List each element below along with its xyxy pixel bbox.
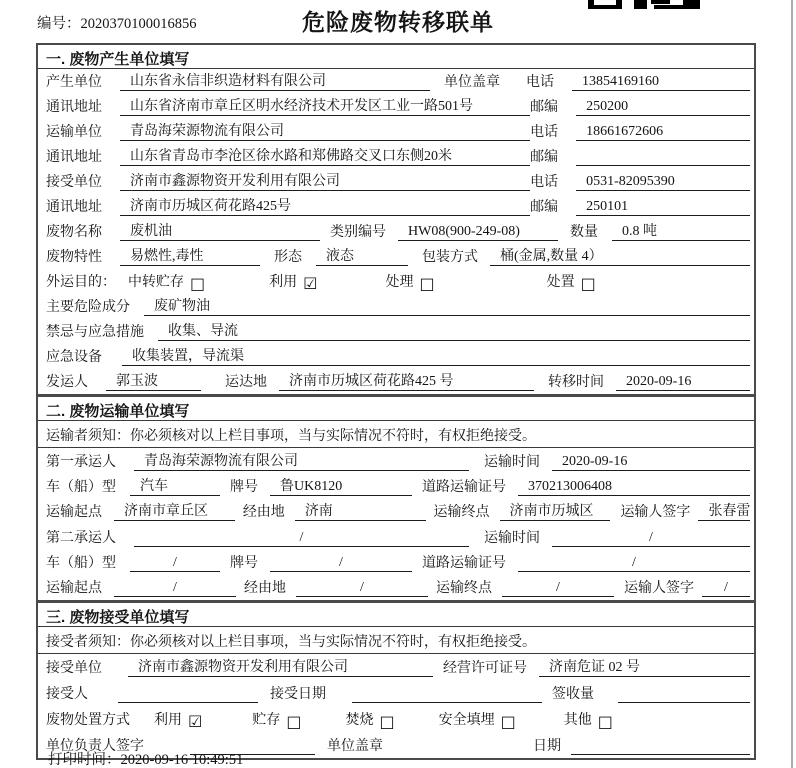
row-transport-purpose: [38, 269, 754, 294]
zip-label: 邮编: [530, 200, 559, 215]
row-acceptor: [38, 680, 754, 706]
received-qty-value: [618, 702, 750, 703]
via-value: /: [296, 580, 428, 597]
phone-label: 电话: [526, 75, 554, 90]
phone-label: 电话: [530, 125, 559, 140]
zip-value: 250101: [576, 199, 750, 216]
form-label: 形态: [274, 250, 302, 265]
address-label: 通讯地址: [46, 200, 102, 215]
row-second-carrier: [38, 524, 754, 550]
vehicle-type-value: /: [130, 555, 220, 572]
characteristic-label: 废物特性: [46, 250, 102, 265]
phone-value: 18661672606: [576, 124, 750, 141]
endpoint-label: 运输终点: [436, 581, 492, 596]
checkbox-label: 处理: [385, 275, 414, 290]
via-label: 经由地: [244, 581, 286, 596]
checkbox-label: 中转贮存: [128, 275, 184, 290]
disposal-option-other: [564, 709, 613, 729]
transport-unit-value: 青岛海荣源物流有限公司: [120, 120, 530, 141]
carrier-sign-value: /: [702, 580, 750, 597]
accept-date-label: 接受日期: [270, 687, 326, 702]
waste-name-value: 废机油: [120, 220, 320, 241]
row-receiver-unit: [38, 169, 754, 194]
address-label: 通讯地址: [46, 150, 102, 165]
category-label: 类别编号: [330, 225, 386, 240]
section-receiver: [36, 602, 756, 760]
print-time-value: 2020-09-16 10:49:51: [120, 752, 244, 768]
equipment-value: 收集装置，导流渠: [122, 345, 750, 366]
receiver-unit-label: 接受单位: [46, 175, 102, 190]
row-receiver-address: [38, 194, 754, 219]
checkbox-label: 焚烧: [345, 713, 374, 728]
quantity-value: 0.8 吨: [612, 220, 750, 241]
row-vehicle-2: [38, 550, 754, 575]
row-route-2: [38, 575, 754, 600]
purpose-option-transfer-storage: [128, 271, 205, 291]
zip-value: [576, 165, 750, 166]
road-license-label: 道路运输证号: [422, 556, 506, 571]
checkbox-label: 安全填埋: [438, 713, 495, 728]
row-first-carrier: [38, 448, 754, 474]
form-value: 液态: [316, 245, 408, 266]
plate-label: 牌号: [230, 556, 258, 571]
notice-text: 接受者须知：你必须核对以上栏目事项，当与实际情况不符时，有权拒绝接受。: [46, 634, 536, 650]
carrier-sign-label: 运输人签字: [620, 505, 691, 520]
endpoint-label: 运输终点: [433, 505, 490, 520]
phone-value: 0531-82095390: [576, 174, 750, 191]
road-license-value: 370213006408: [518, 479, 750, 496]
phone-label: 电话: [530, 175, 559, 190]
serial-number: [37, 12, 197, 33]
first-carrier-value: 青岛海荣源物流有限公司: [134, 450, 469, 471]
checkbox-checked-icon: ☑: [188, 712, 203, 731]
first-carrier-label: 第一承运人: [46, 455, 116, 470]
serial-value: 2020370100016856: [80, 16, 197, 32]
zip-label: 邮编: [530, 150, 559, 165]
address-value: 山东省济南市章丘区明水经济技术开发区工业一路501号: [120, 95, 530, 116]
row-route-1: [38, 499, 754, 524]
row-waste-characteristic: [38, 244, 754, 269]
row-hazard-component: [38, 294, 754, 319]
carrier-sign-value: 张春雷: [698, 500, 750, 521]
row-accept-unit: [38, 654, 754, 680]
section-transporter: [36, 396, 756, 602]
checkbox-icon: □: [379, 712, 395, 731]
acceptor-label: 接受人: [46, 687, 88, 702]
vehicle-type-label: 车（船）型: [46, 480, 116, 495]
zip-label: 邮编: [530, 100, 559, 115]
checkbox-icon: □: [597, 712, 613, 731]
checkbox-label: 处置: [546, 275, 575, 290]
disposal-option-incinerate: [345, 709, 394, 729]
transport-time-label: 运输时间: [484, 531, 540, 546]
page-title: 危险废物转移联单: [302, 9, 494, 35]
waste-name-label: 废物名称: [46, 225, 102, 240]
form-body: [36, 43, 756, 760]
transporter-notice: [38, 421, 754, 448]
received-qty-label: 签收量: [552, 687, 594, 702]
permit-value: 济南危证 02 号: [539, 656, 750, 677]
accept-date-value: [352, 702, 542, 703]
row-disposal-method: [38, 706, 754, 732]
vehicle-type-label: 车（船）型: [46, 556, 116, 571]
checkbox-icon: □: [500, 712, 516, 731]
endpoint-value: /: [502, 580, 614, 597]
row-taboo-measures: [38, 319, 754, 344]
section-producer-heading: 一. 废物产生单位填写: [38, 45, 754, 69]
destination-label: 运达地: [225, 375, 267, 390]
via-label: 经由地: [242, 505, 285, 520]
acceptor-value: [118, 702, 258, 703]
row-transport-address: [38, 144, 754, 169]
transfer-time-label: 转移时间: [548, 375, 604, 390]
row-producer-address: [38, 94, 754, 119]
row-waste-name: [38, 219, 754, 244]
origin-label: 运输起点: [46, 581, 102, 596]
date-label: 日期: [533, 739, 561, 754]
address-label: 通讯地址: [46, 100, 102, 115]
checkbox-icon: □: [419, 274, 435, 293]
section-producer: [36, 43, 756, 396]
transport-time-value: 2020-09-16: [552, 454, 750, 471]
checkbox-label: 其他: [563, 713, 592, 728]
hazard-label: 主要危险成分: [46, 300, 130, 315]
checkbox-label: 贮存: [252, 713, 281, 728]
section-receiver-heading: 三. 废物接受单位填写: [38, 603, 754, 627]
shipper-label: 发运人: [46, 375, 88, 390]
print-time-label: 打印时间：: [48, 752, 121, 768]
purpose-option-treat: [385, 271, 434, 291]
producer-unit-label: 产生单位: [46, 75, 102, 90]
plate-value: 鲁UK8120: [270, 475, 412, 496]
transport-time-label: 运输时间: [484, 455, 540, 470]
unit-seal-label: 单位盖章: [444, 75, 500, 90]
category-value: HW08(900-249-08): [398, 224, 558, 241]
quantity-label: 数量: [570, 225, 598, 240]
vehicle-type-value: 汽车: [130, 475, 220, 496]
permit-label: 经营许可证号: [443, 661, 527, 676]
disposal-option-landfill: [439, 709, 516, 729]
row-producer-unit: [38, 69, 754, 94]
transport-unit-label: 运输单位: [46, 125, 102, 140]
address-value: 济南市历城区荷花路425号: [120, 195, 530, 216]
origin-value: /: [114, 580, 236, 597]
disposal-option-utilize: [154, 709, 202, 729]
transport-time-value: /: [552, 530, 750, 547]
carrier-sign-label: 运输人签字: [624, 581, 694, 596]
destination-value: 济南市历城区荷花路425 号: [279, 370, 534, 391]
address-value: 山东省青岛市李沧区徐水路和郑佛路交叉口东侧20米: [120, 145, 530, 166]
phone-value: 13854169160: [572, 74, 750, 91]
packing-label: 包装方式: [422, 250, 478, 265]
checkbox-icon: □: [190, 274, 206, 293]
second-carrier-label: 第二承运人: [46, 531, 116, 546]
characteristic-value: 易燃性,毒性: [120, 245, 260, 266]
taboo-value: 收集、导流: [158, 320, 750, 341]
origin-label: 运输起点: [46, 505, 102, 520]
accept-unit-value: 济南市鑫源物资开发利用有限公司: [128, 656, 433, 677]
accept-unit-label: 接受单位: [46, 661, 102, 676]
via-value: 济南: [295, 500, 426, 521]
receiver-notice: [38, 627, 754, 654]
disposal-option-storage: [252, 709, 301, 729]
section-transporter-heading: 二. 废物运输单位填写: [38, 397, 754, 421]
receiver-unit-value: 济南市鑫源物资开发利用有限公司: [120, 170, 530, 191]
responsible-sign-label: 单位负责人签字: [46, 739, 144, 754]
disposal-label: 废物处置方式: [46, 713, 130, 728]
checkbox-icon: □: [286, 712, 302, 731]
taboo-label: 禁忌与应急措施: [46, 325, 144, 340]
packing-value: 桶(金属,数量 4）: [490, 245, 750, 266]
checkbox-label: 利用: [154, 713, 182, 728]
date-value: [571, 754, 750, 755]
row-vehicle-1: [38, 474, 754, 499]
purpose-label: 外运目的：: [46, 275, 116, 290]
print-time: [48, 748, 243, 768]
purpose-option-dispose: [547, 271, 596, 291]
checkbox-icon: □: [580, 274, 596, 293]
road-license-value: /: [518, 555, 750, 572]
origin-value: 济南市章丘区: [114, 500, 235, 521]
plate-value: /: [270, 555, 412, 572]
serial-label: 编号：: [37, 16, 81, 32]
producer-unit-value: 山东省永信非织造材料有限公司: [120, 70, 430, 91]
equipment-label: 应急设备: [46, 350, 102, 365]
checkbox-label: 利用: [269, 275, 298, 290]
notice-text: 运输者须知：你必须核对以上栏目事项，当与实际情况不符时，有权拒绝接受。: [46, 428, 536, 444]
plate-label: 牌号: [230, 480, 258, 495]
shipper-value: 郭玉波: [106, 370, 201, 391]
endpoint-value: 济南市历城区: [500, 500, 611, 521]
hazard-value: 废矿物油: [144, 295, 750, 316]
road-license-label: 道路运输证号: [422, 480, 506, 495]
row-transport-unit: [38, 119, 754, 144]
page-edge-divider: [791, 0, 793, 768]
zip-value: 250200: [576, 99, 750, 116]
checkbox-checked-icon: ☑: [303, 274, 318, 293]
second-carrier-value: /: [134, 530, 469, 547]
purpose-option-utilize: [269, 271, 317, 291]
qr-code-fragment-icon: [588, 0, 700, 10]
row-emergency-equipment: [38, 344, 754, 369]
unit-seal-label: 单位盖章: [327, 739, 383, 754]
row-shipper: [38, 369, 754, 394]
transfer-time-value: 2020-09-16: [616, 374, 750, 391]
